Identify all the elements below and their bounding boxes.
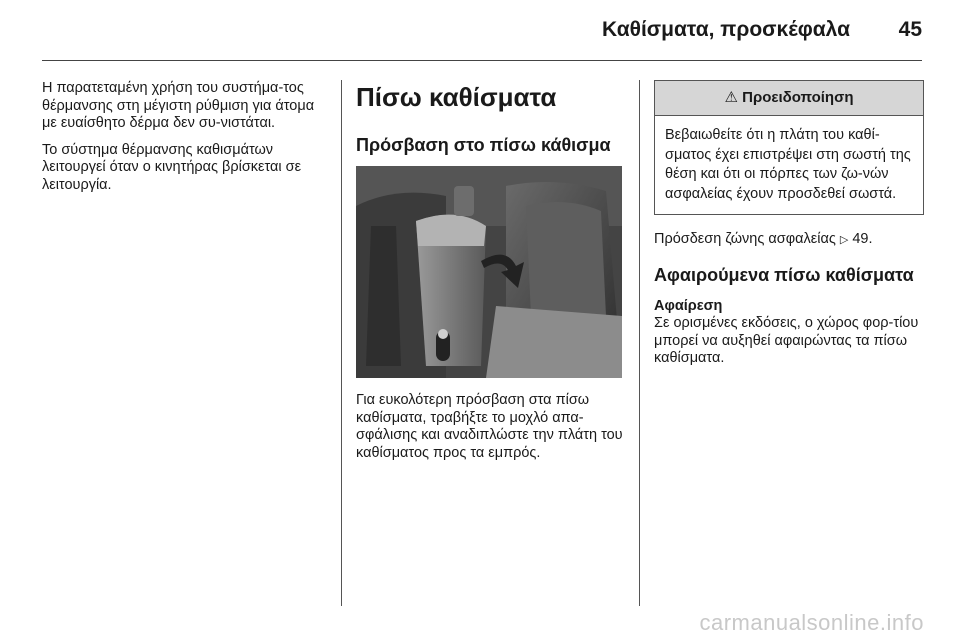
warning-header (655, 81, 923, 116)
column-divider-left (341, 80, 342, 606)
page-header (0, 0, 960, 60)
paragraph-removal: Σε ορισμένες εκδόσεις, ο χώρος φορ-τίου μπορεί να αυξηθεί αφαιρώντας τα πίσω καθίσματα. (654, 315, 919, 366)
warning-text: Βεβαιωθείτε ότι η πλάτη του καθί-σματος έχει επιστρέψει στη σωστή της θέση και ότι οι πόρπες των ζω-νών ασφαλείας έχουν προσδεθεί σωστά. (665, 127, 911, 202)
page-number: 45 (898, 18, 922, 41)
column-left (42, 80, 328, 203)
page-reference-icon: ▷ (839, 234, 849, 246)
warning-title: Προειδοποίηση (742, 89, 854, 106)
belt-reference-page: 49. (852, 231, 873, 247)
watermark: carmanualsonline.info (699, 610, 924, 635)
seat-image (356, 166, 622, 378)
rear-seat-illustration (356, 166, 622, 378)
header-rule (42, 60, 922, 61)
section-heading-rear-seats: Πίσω καθίσματα (356, 82, 557, 112)
page-title: Καθίσματα, προσκέφαλα (602, 18, 850, 41)
column-middle (356, 80, 626, 471)
column-right (654, 80, 924, 377)
subheading-removal: Αφαίρεση (654, 297, 723, 314)
column-divider-right (639, 80, 640, 606)
heading-removable-seats: Αφαιρούμενα πίσω καθίσματα (654, 264, 914, 285)
paragraph-heating-warning: Η παρατεταμένη χρήση του συστήμα-τος θέρμανσης στη μέγιστη ρύθμιση για άτομα με ευαίσθητο δέρμα δεν συ-νιστάται. (42, 80, 315, 131)
warning-triangle-icon: ⚠ (724, 89, 738, 106)
belt-reference-text: Πρόσδεση ζώνης ασφαλείας (654, 231, 836, 247)
paragraph-heating-engine: Το σύστημα θέρμανσης καθισμάτων λειτουργεί όταν ο κινητήρας βρίσκεται σε λειτουργία. (42, 141, 302, 193)
caption-access: Για ευκολότερη πρόσβαση στα πίσω καθίσματα, τραβήξτε το μοχλό απα-σφάλισης και αναδιπλώστε την πλάτη του καθίσματος προς τα εμπρός. (356, 392, 623, 461)
subheading-rear-access: Πρόσβαση στο πίσω κάθισμα (356, 135, 611, 155)
warning-box (654, 80, 924, 215)
belt-reference (654, 231, 924, 250)
